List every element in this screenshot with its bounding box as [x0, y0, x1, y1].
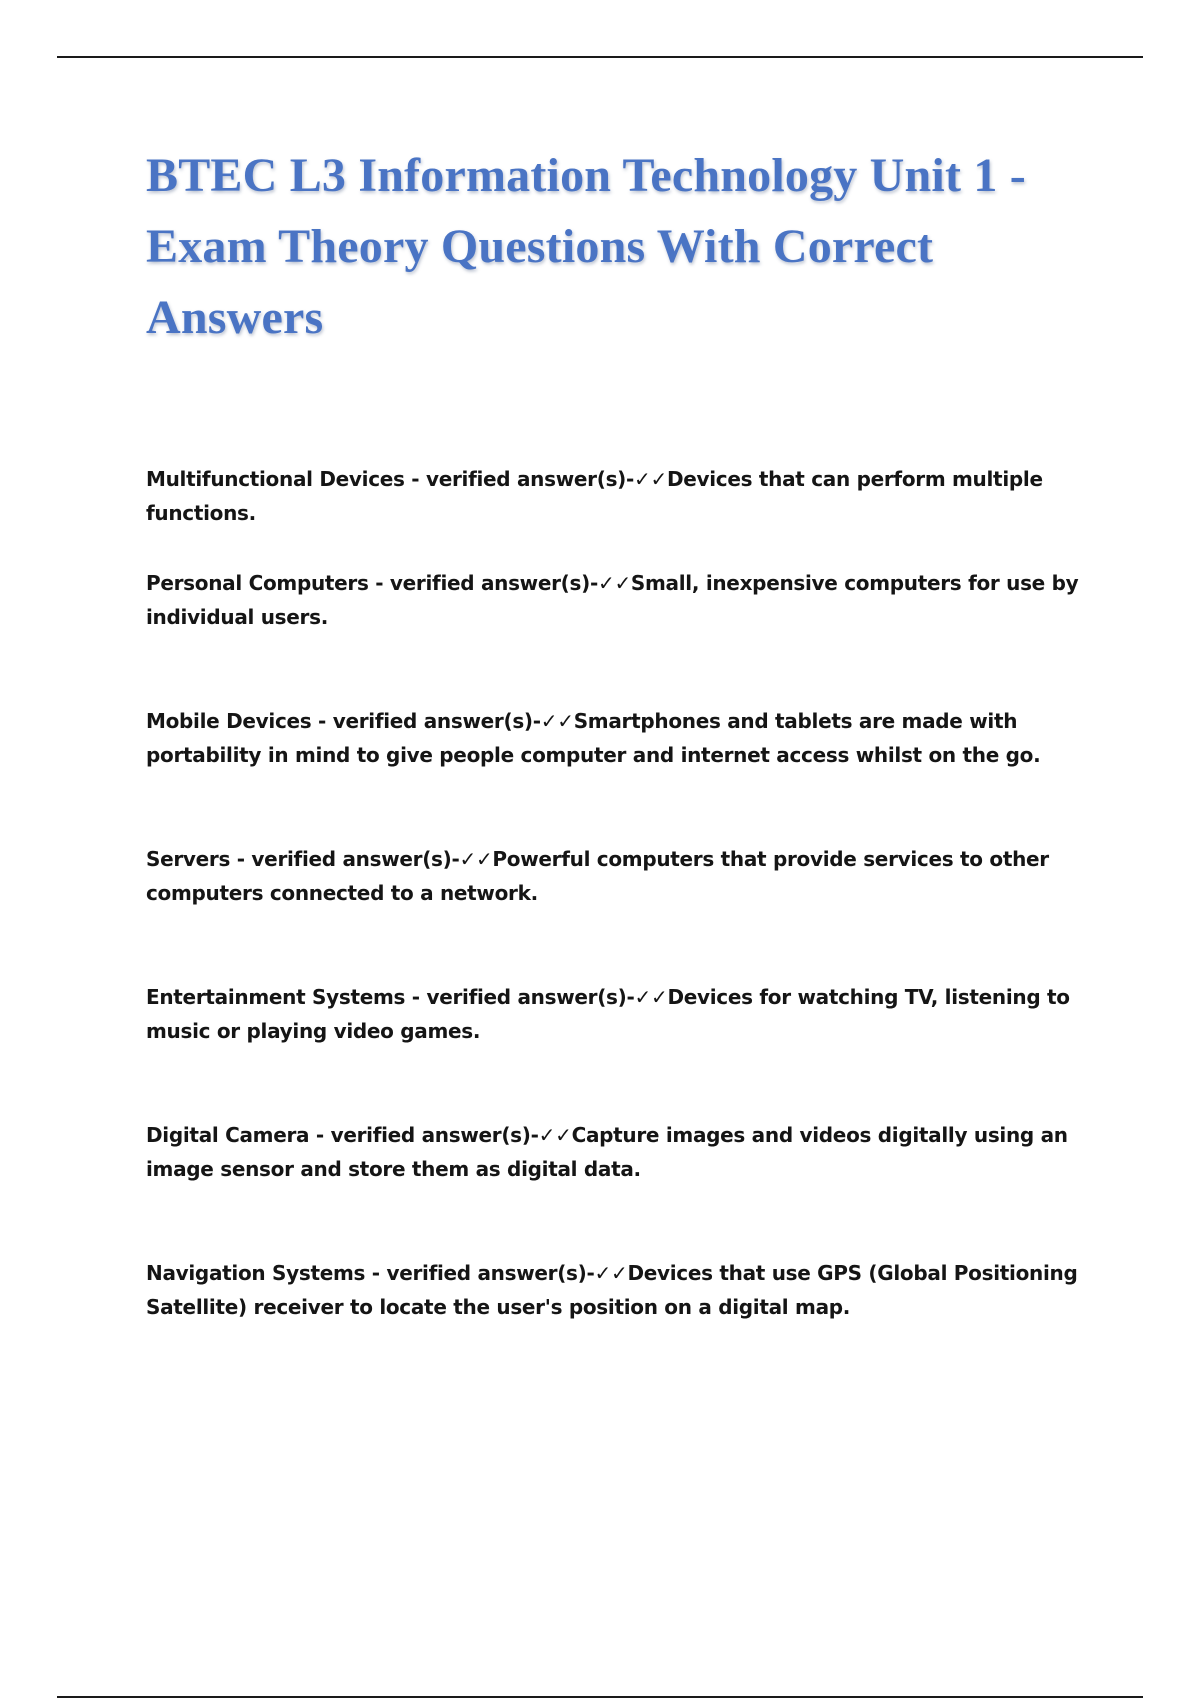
qa-term: Mobile Devices	[146, 709, 312, 733]
qa-item	[146, 566, 1096, 704]
qa-item	[146, 1256, 1096, 1394]
qa-answer: Powerful computers that provide services to other computers connected to a network.	[146, 847, 1049, 905]
qa-term: Entertainment Systems	[146, 985, 406, 1009]
checkmark-icon: ✓✓	[634, 985, 668, 1009]
qa-answer: Smartphones and tablets are made with portability in mind to give people computer and internet access whilst on the go.	[146, 709, 1041, 767]
qa-item	[146, 704, 1096, 842]
qa-separator: - verified answer(s)-	[405, 985, 635, 1009]
qa-separator: - verified answer(s)-	[368, 571, 598, 595]
checkmark-icon: ✓✓	[538, 1123, 572, 1147]
checkmark-icon: ✓✓	[459, 847, 493, 871]
qa-item	[146, 842, 1096, 980]
qa-separator: - verified answer(s)-	[311, 709, 541, 733]
qa-term: Navigation Systems	[146, 1261, 366, 1285]
qa-answer: Devices that can perform multiple functions.	[146, 467, 1043, 525]
header-rule	[57, 56, 1143, 58]
checkmark-icon: ✓✓	[597, 571, 631, 595]
checkmark-icon: ✓✓	[594, 1261, 628, 1285]
qa-separator: - verified answer(s)-	[309, 1123, 539, 1147]
qa-item	[146, 462, 1096, 566]
qa-term: Personal Computers	[146, 571, 369, 595]
qa-item	[146, 1118, 1096, 1256]
checkmark-icon: ✓✓	[540, 709, 574, 733]
qa-separator: - verified answer(s)-	[365, 1261, 595, 1285]
qa-answer: Capture images and videos digitally using an image sensor and store them as digital data.	[146, 1123, 1068, 1181]
qa-term: Digital Camera	[146, 1123, 310, 1147]
checkmark-icon: ✓✓	[634, 467, 667, 491]
qa-item	[146, 980, 1096, 1118]
qa-answer: Devices for watching TV, listening to music or playing video games.	[146, 985, 1070, 1043]
qa-answer: Devices that use GPS (Global Positioning Satellite) receiver to locate the user's position on a digital map.	[146, 1261, 1078, 1319]
footer-rule	[57, 1696, 1143, 1698]
qa-separator: - verified answer(s)-	[404, 467, 635, 491]
qa-term: Servers	[146, 847, 231, 871]
document-title: BTEC L3 Information Technology Unit 1 - Exam Theory Questions With Correct Answers	[146, 149, 1026, 344]
qa-answer: Small, inexpensive computers for use by individual users.	[146, 571, 1079, 629]
qa-list	[146, 462, 1096, 1394]
qa-term: Multifunctional Devices	[146, 467, 405, 491]
qa-separator: - verified answer(s)-	[230, 847, 460, 871]
